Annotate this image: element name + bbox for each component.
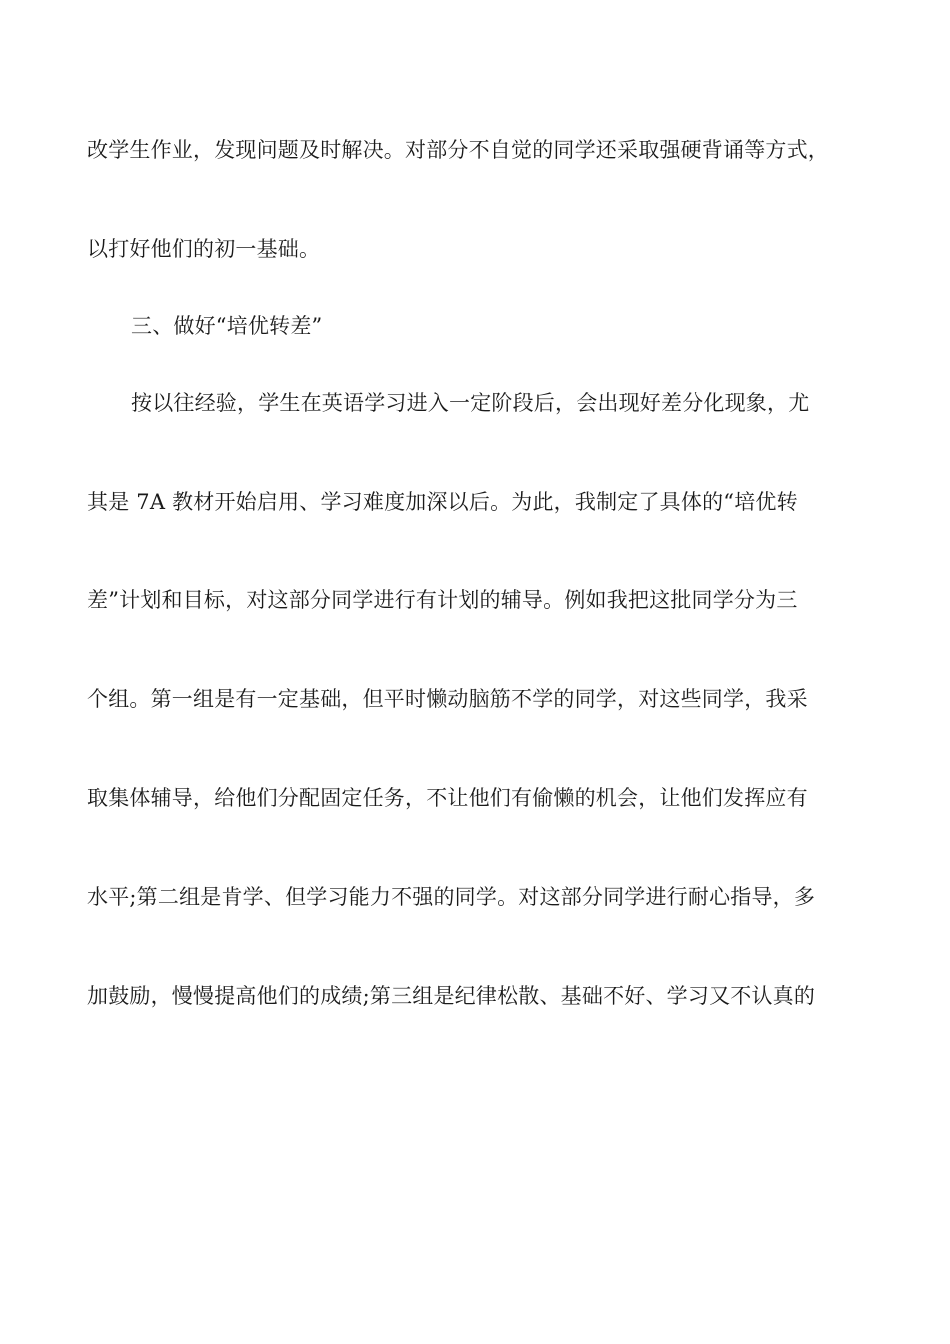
paragraph-2-line-2: 其是 7A 教材开始启用、学习难度加深以后。为此，我制定了具体的“培优转 — [87, 490, 798, 514]
paragraph-2-line-6: 水平;第二组是肯学、但学习能力不强的同学。对这部分同学进行耐心指导，多 — [87, 885, 816, 909]
paragraph-2-line-3: 差”计划和目标，对这部分同学进行有计划的辅导。例如我把这批同学分为三 — [87, 588, 798, 612]
section-heading: 三、做好“培优转差” — [131, 314, 323, 338]
paragraph-1-line-1: 改学生作业，发现问题及时解决。对部分不自觉的同学还采取强硬背诵等方式， — [87, 138, 829, 162]
paragraph-1-line-2: 以打好他们的初一基础。 — [87, 237, 321, 261]
paragraph-2-line-4: 个组。第一组是有一定基础，但平时懒动脑筋不学的同学，对这些同学，我采 — [87, 687, 808, 711]
paragraph-2-line-5: 取集体辅导，给他们分配固定任务，不让他们有偷懒的机会，让他们发挥应有 — [87, 786, 808, 810]
paragraph-2-line-7: 加鼓励，慢慢提高他们的成绩;第三组是纪律松散、基础不好、学习又不认真的 — [87, 984, 816, 1008]
paragraph-2-line-1: 按以往经验，学生在英语学习进入一定阶段后，会出现好差分化现象，尤 — [131, 391, 810, 415]
